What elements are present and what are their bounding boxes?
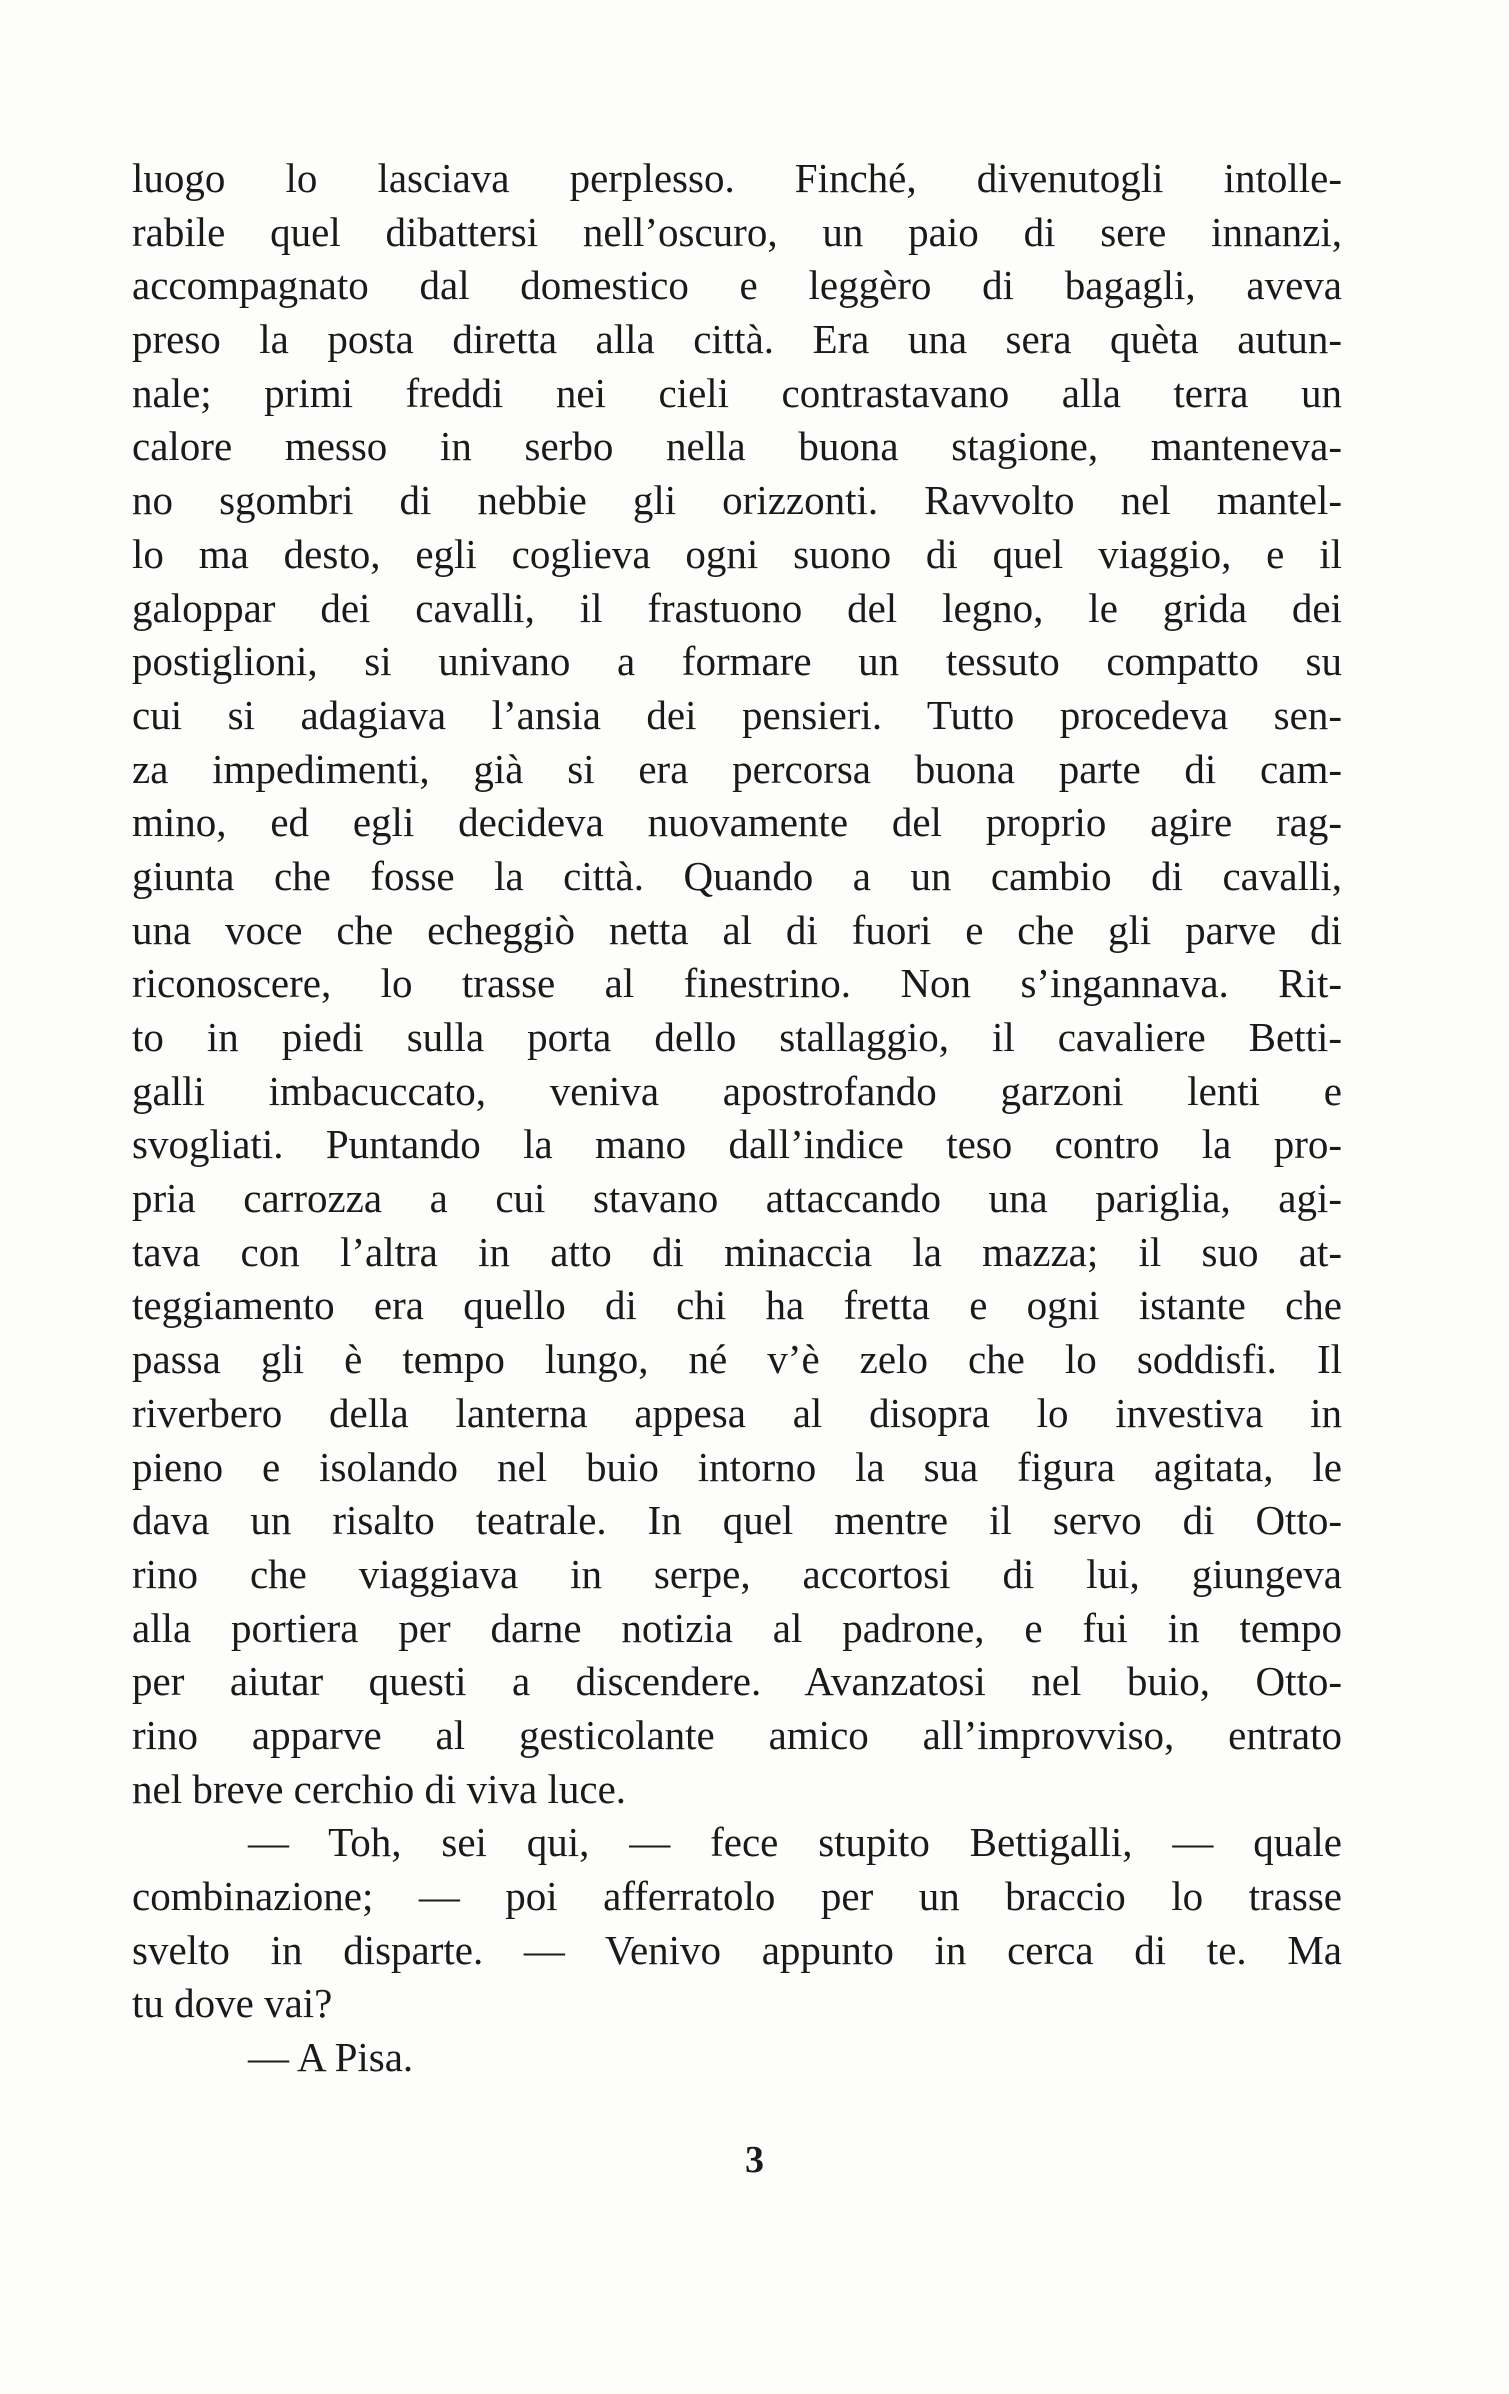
text-line: mino, ed egli decideva nuovamente del proprio agire rag- xyxy=(132,799,1342,846)
text-line: accompagnato dal domestico e leggèro di bagagli, aveva xyxy=(132,262,1342,309)
text-line: passa gli è tempo lungo, né v’è zelo che lo soddisfi. Il xyxy=(132,1336,1342,1383)
text-line: teggiamento era quello di chi ha fretta e ogni istante che xyxy=(132,1282,1342,1329)
text-line: per aiutar questi a discendere. Avanzatosi nel buio, Otto- xyxy=(132,1658,1342,1705)
text-line: tava con l’altra in atto di minaccia la mazza; il suo at- xyxy=(132,1228,1342,1275)
text-line: una voce che echeggiò netta al di fuori e che gli parve di xyxy=(132,906,1342,953)
text-line: svelto in disparte. — Venivo appunto in cerca di te. Ma xyxy=(132,1926,1342,1973)
text-line: preso la posta diretta alla città. Era una sera quèta autun- xyxy=(132,316,1342,363)
text-line: combinazione; — poi afferratolo per un braccio lo trasse xyxy=(132,1873,1342,1919)
text-line: rabile quel dibattersi nell’oscuro, un paio di sere innanzi, xyxy=(132,208,1342,255)
text-line: tu dove vai? xyxy=(132,1980,333,2027)
text-line: lo ma desto, egli coglieva ogni suono di quel viaggio, e il xyxy=(132,530,1342,577)
text-line: nale; primi freddi nei cieli contrastavano alla terra un xyxy=(132,369,1342,416)
text-line: galli imbacuccato, veniva apostrofando garzoni lenti e xyxy=(132,1067,1342,1114)
text-line: postiglioni, si univano a formare un tessuto compatto su xyxy=(132,638,1342,685)
text-line: za impedimenti, già si era percorsa buona parte di cam- xyxy=(132,745,1342,792)
text-line: dava un risalto teatrale. In quel mentre il servo di Otto- xyxy=(132,1497,1342,1544)
text-line: cui si adagiava l’ansia dei pensieri. Tutto procedeva sen- xyxy=(132,691,1342,738)
page-number: 3 xyxy=(745,2139,764,2181)
text-line: luogo lo lasciava perplesso. Finché, divenutogli intolle- xyxy=(132,155,1342,201)
text-line: calore messo in serbo nella buona stagione, manteneva- xyxy=(132,423,1342,470)
text-line: to in piedi sulla porta dello stallaggio, il cavaliere Betti- xyxy=(132,1014,1342,1060)
dialogue-line: — Toh, sei qui, — fece stupito Bettigalli, — quale xyxy=(248,1819,1342,1866)
text-line: pria carrozza a cui stavano attaccando una pariglia, agi- xyxy=(132,1175,1342,1222)
text-line: pieno e isolando nel buio intorno la sua figura agitata, le xyxy=(132,1443,1342,1490)
text-line: no sgombri di nebbie gli orizzonti. Ravvolto nel mantel- xyxy=(132,477,1342,524)
text-line: riconoscere, lo trasse al finestrino. Non s’ingannava. Rit- xyxy=(132,960,1342,1007)
text-line: nel breve cerchio di viva luce. xyxy=(132,1765,627,1812)
text-line: rino apparve al gesticolante amico all’improvviso, entrato xyxy=(132,1711,1342,1758)
text-line: giunta che fosse la città. Quando a un cambio di cavalli, xyxy=(132,852,1342,899)
text-line: alla portiera per darne notizia al padrone, e fui in tempo xyxy=(132,1604,1342,1651)
dialogue-line: — A Pisa. xyxy=(248,2034,414,2081)
text-line: riverbero della lanterna appesa al disopra lo investiva in xyxy=(132,1389,1342,1436)
text-line: galoppar dei cavalli, il frastuono del legno, le grida dei xyxy=(132,584,1342,631)
text-line: svogliati. Puntando la mano dall’indice teso contro la pro- xyxy=(132,1121,1342,1168)
body-text xyxy=(132,152,1342,2085)
text-line: rino che viaggiava in serpe, accortosi di lui, giungeva xyxy=(132,1550,1342,1597)
